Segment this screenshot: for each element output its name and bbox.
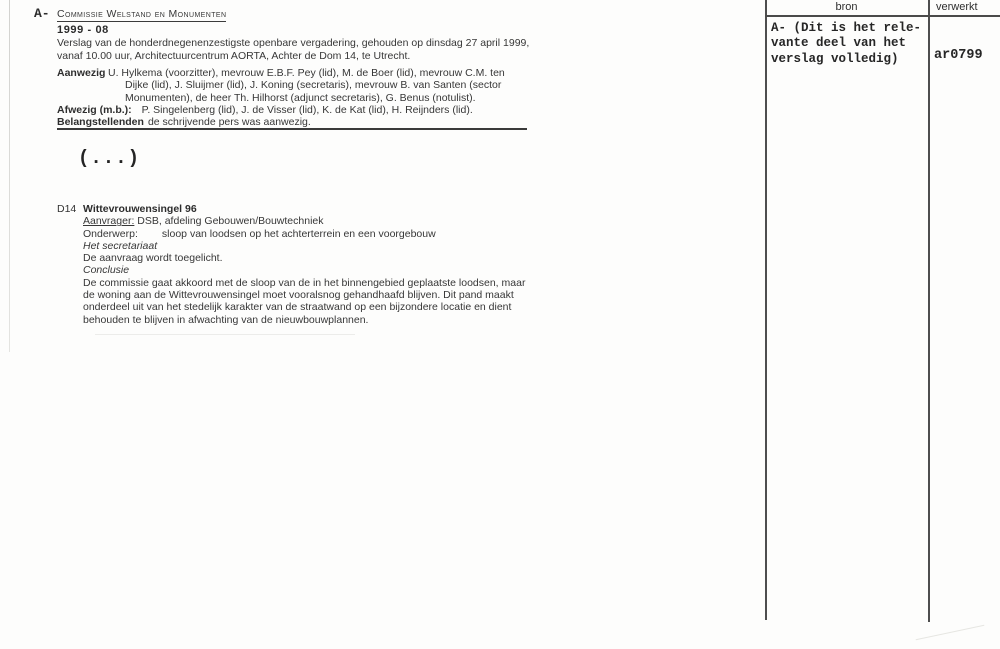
bron-annotation: [771, 21, 921, 67]
omission-ellipsis: (...): [78, 147, 141, 169]
agenda-item-d14: [57, 203, 527, 326]
aanwezig-names: [108, 67, 505, 104]
document-header: [57, 4, 226, 36]
onderwerp-value: sloop van loodsen op het achterterrein en een voorgebouw: [161, 227, 436, 240]
intro-line: vanaf 10.00 uur, Architectuurcentrum AORTA, Achter de Dom 14, te Utrecht.: [57, 50, 411, 62]
conclusie-text-line: De commissie gaat akkoord met de sloop van de in het binnengebied geplaatste loodsen, maar: [83, 276, 526, 289]
attendance-row-afwezig: [57, 104, 505, 116]
report-number: 1999 - 08: [57, 24, 109, 36]
column-header-verwerkt: verwerkt: [936, 1, 978, 13]
section-divider-rule: [57, 128, 527, 130]
aanvrager-label: Aanvrager:: [83, 215, 135, 228]
belangstellenden-label: Belangstellenden: [57, 116, 144, 129]
meeting-intro-paragraph: [57, 37, 529, 63]
scan-edge-line: [9, 0, 10, 352]
item-onderwerp-line: [57, 228, 527, 240]
aanwezig-label: Aanwezig: [57, 67, 106, 79]
aanwezig-line: U. Hylkema (voorzitter), mevrouw E.B.F. Pey (lid), M. de Boer (lid), mevrouw C.M. ten: [108, 67, 505, 79]
conclusie-text-line: onderdeel uit van het stedelijk karakter van de straatwand op een bijzondere locatie en dient: [83, 301, 512, 314]
toelichting-line: De aanvraag wordt toegelicht.: [83, 252, 223, 265]
item-aanvrager-line: [57, 215, 527, 227]
belangstellenden-text: de schrijvende pers was aanwezig.: [147, 116, 311, 129]
register-left-border: [765, 0, 767, 620]
secretariaat-line: Het secretariaat: [83, 239, 158, 252]
item-title-line: [57, 203, 527, 215]
scan-smudge: [916, 625, 985, 641]
register-column-divider: [928, 0, 930, 622]
aanwezig-line: Dijke (lid), J. Sluijmer (lid), J. Koning (secretaris), mevrouw B. van Santen (sector: [125, 79, 502, 92]
page-title: Commissie Welstand en Monumenten: [57, 8, 227, 20]
conclusie-label: Conclusie: [83, 264, 130, 277]
bron-annotation-line: vante deel van het: [771, 36, 907, 51]
item-code: D14: [57, 203, 77, 215]
conclusie-text-line: behouden te blijven in afwachting van de nieuwbouwplannen.: [83, 313, 369, 326]
scan-smudge: [95, 334, 355, 335]
attendance-row-aanwezig: [57, 67, 505, 104]
bron-annotation-line: verslag volledig): [771, 51, 899, 66]
attendance-row-belangstellenden: [57, 116, 505, 128]
column-header-bron: bron: [835, 1, 858, 13]
intro-line: Verslag van de honderdnegenenzestigste openbare vergadering, gehouden op dinsdag 27 april 1999,: [57, 37, 530, 49]
verwerkt-code: ar0799: [934, 48, 983, 63]
onderwerp-label: Onderwerp:: [83, 227, 138, 240]
aanwezig-line: Monumenten), de heer Th. Hilhorst (adjunct secretaris), G. Benus (notulist).: [125, 91, 476, 104]
afwezig-names: P. Singelenberg (lid), J. de Visser (lid), K. de Kat (lid), H. Reijnders (lid).: [141, 103, 473, 116]
conclusie-text-line: de woning aan de Wittevrouwensingel moet vooralsnog gehandhaafd blijven. Dit pand maakt: [83, 289, 514, 302]
item-address-title: Wittevrouwensingel 96: [83, 203, 197, 215]
aanvrager-value: DSB, afdeling Gebouwen/Bouwtechniek: [137, 215, 324, 228]
afwezig-label: Afwezig (m.b.):: [57, 103, 132, 116]
attendance-block: [57, 67, 505, 128]
register-header-rule: [765, 15, 1000, 17]
bron-annotation-line: A- (Dit is het rele-: [771, 21, 922, 35]
margin-marker-a: A-: [34, 6, 50, 21]
